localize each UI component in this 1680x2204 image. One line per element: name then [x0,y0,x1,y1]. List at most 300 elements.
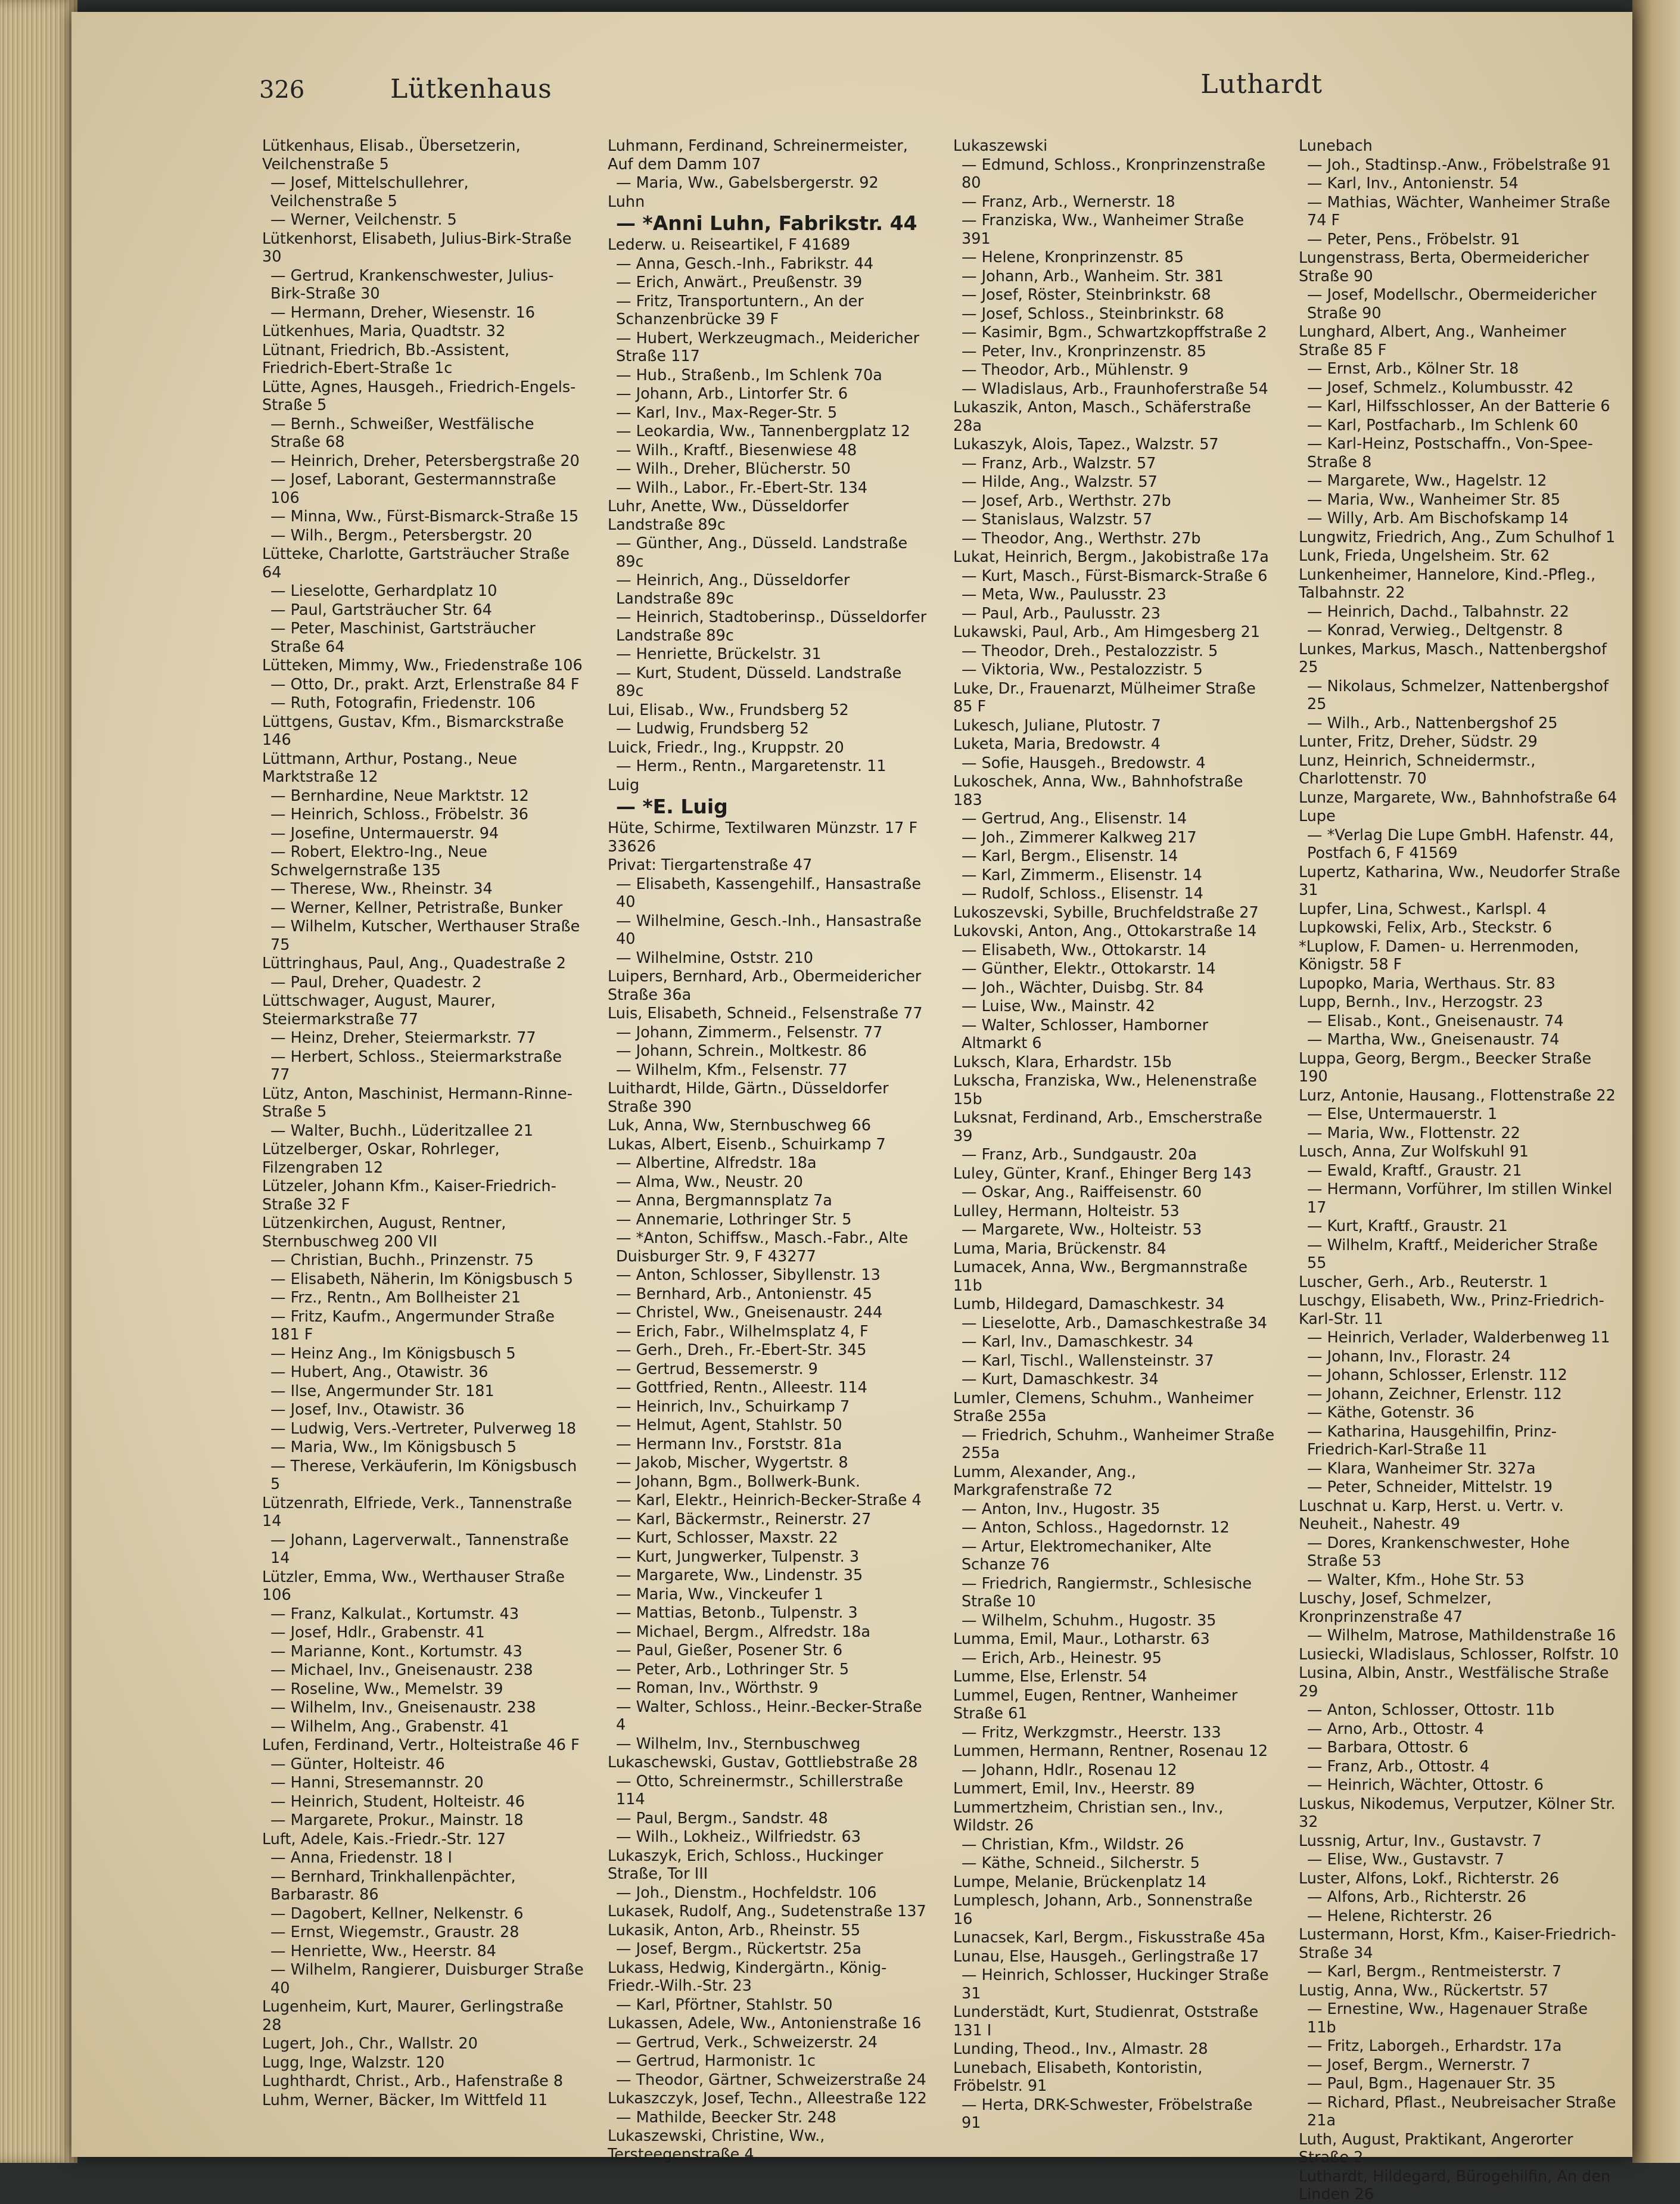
directory-entry: — Hermann Inv., Forststr. 81a [616,1435,842,1453]
directory-entry: — Hanni, Stresemannstr. 20 [270,1774,484,1792]
directory-entry: Lukaszik, Anton, Masch., Schäferstraße 28a [953,399,1251,435]
directory-entry: — Paul, Dreher, Quadestr. 2 [270,973,482,991]
directory-entry: — Paul, Gartsträucher Str. 64 [270,601,492,619]
directory-entry: — Ewald, Kraftf., Graustr. 21 [1307,1161,1522,1180]
directory-entry: — *Anton, Schiffsw., Masch.-Fabr., Alte Duisburger Str. 9, F 43277 [616,1229,909,1266]
header-right-title: Luthardt [1200,69,1323,100]
directory-entry: Luster, Alfons, Lokf., Richterstr. 26 [1299,1869,1560,1888]
directory-entry: Luke, Dr., Frauenarzt, Mülheimer Straße 85 F [953,679,1256,716]
directory-entry: Lukasik, Anton, Arb., Rheinstr. 55 [608,1921,861,1939]
directory-entry: Lunderstädt, Kurt, Studienrat, Oststraße 131 I [953,2003,1259,2040]
directory-entry: Lunz, Heinrich, Schneidermstr., Charlottenstr. 70 [1299,751,1536,788]
directory-entry: — Walter, Buchh., Lüderitzallee 21 [270,1121,534,1140]
directory-entry: — Karl, Bergm., Elisenstr. 14 [962,847,1178,865]
directory-entry: — Frz., Rentn., Am Bollheister 21 [270,1289,521,1307]
directory-entry: — Henriette, Brückelstr. 31 [616,645,822,663]
directory-page [71,12,1632,2203]
directory-entry: Lützelberger, Oskar, Rohrleger, Filzengraben 12 [262,1140,500,1177]
directory-entry: Lunacsek, Karl, Bergm., Fiskusstraße 45a [953,1929,1265,1947]
directory-entry: — Johann, Inv., Florastr. 24 [1307,1347,1511,1366]
directory-entry: — Michael, Inv., Gneisenaustr. 238 [270,1661,533,1679]
directory-entry: — Heinrich, Inv., Schuirkamp 7 [616,1397,850,1416]
directory-entry: Luft, Adele, Kais.-Friedr.-Str. 127 [262,1830,506,1848]
directory-entry: — Günther, Elektr., Ottokarstr. 14 [962,960,1216,978]
directory-entry: — Kurt, Schlosser, Maxstr. 22 [616,1529,838,1547]
directory-entry: — Leokardia, Ww., Tannenbergplatz 12 [616,422,910,440]
directory-entry: Lütteken, Mimmy, Ww., Friedenstraße 106 [262,657,583,674]
directory-entry: — Wilh., Dreher, Blücherstr. 50 [616,460,851,478]
directory-entry: Lustig, Anna, Ww., Rückertstr. 57 [1299,1981,1549,2000]
directory-entry: — Gertrud, Krankenschwester, Julius-Birk-Straße 30 [270,266,554,303]
directory-entry: — Heinrich, Schloss., Fröbelstr. 36 [270,806,529,823]
directory-entry: Lunebach [1299,137,1373,155]
directory-entry: Lukas, Albert, Eisenb., Schuirkamp 7 [608,1135,886,1154]
directory-entry: Lüttschwager, August, Maurer, Steiermarkstraße 77 [262,992,496,1028]
directory-entry: — Josef, Mittelschullehrer, Veilchenstraße 5 [270,174,469,210]
directory-entry: — Käthe, Gotenstr. 36 [1307,1404,1474,1422]
directory-entry: — Helene, Richterstr. 26 [1307,1907,1492,1925]
directory-entry: Lukawski, Paul, Arb., Am Himgesberg 21 [953,623,1261,641]
directory-entry: Lusina, Albin, Anstr., Westfälische Straße 29 [1299,1664,1609,1701]
directory-entry: Luis, Elisabeth, Schneid., Felsenstraße 77 [608,1005,923,1022]
directory-entry: Lummen, Hermann, Rentner, Rosenau 12 [953,1742,1268,1760]
directory-entry: — Margarete, Ww., Holteistr. 53 [962,1221,1202,1239]
directory-entry: Lunk, Frieda, Ungelsheim. Str. 62 [1299,547,1550,565]
directory-entry: Lupopko, Maria, Werthaus. Str. 83 [1299,974,1555,993]
directory-entry: — Walter, Kfm., Hohe Str. 53 [1307,1571,1525,1589]
directory-entry: — Wilhelm, Schuhm., Hugostr. 35 [962,1611,1217,1630]
directory-entry: — Josef, Röster, Steinbrinkstr. 68 [962,286,1211,304]
page-number: 326 [259,76,305,104]
directory-entry: — Sofie, Hausgeh., Bredowstr. 4 [962,754,1206,772]
directory-entry: — Kurt, Student, Düsseld. Landstraße 89c [616,664,902,700]
directory-entry: — Günter, Holteistr. 46 [270,1755,445,1773]
directory-entry: Lumacek, Anna, Ww., Bergmannstraße 11b [953,1258,1248,1295]
directory-entry: Lungenstrass, Berta, Obermeidericher Straße 90 [1299,249,1589,285]
directory-entry: — Wilh., Arb., Nattenbergshof 25 [1307,714,1558,732]
directory-entry: — Friedrich, Schuhm., Wanheimer Straße 255a [962,1426,1275,1462]
directory-entry: — Willy, Arb. Am Bischofskamp 14 [1307,509,1569,527]
directory-entry: — Heinz, Dreher, Steiermarkstr. 77 [270,1029,536,1047]
directory-entry: Lukscha, Franziska, Ww., Helenenstraße 15b [953,1072,1257,1108]
directory-entry: — Anton, Schlosser, Ottostr. 11b [1307,1701,1555,1719]
directory-entry: — Edmund, Schloss., Kronprinzenstraße 80 [962,156,1266,192]
directory-entry: — Werner, Veilchenstr. 5 [270,211,457,229]
directory-entry: — Mathias, Wächter, Wanheimer Straße 74 F [1307,193,1610,229]
directory-entry: Lüttringhaus, Paul, Ang., Quadestraße 2 [262,955,566,972]
directory-entry: Lützler, Emma, Ww., Werthauser Straße 106 [262,1568,565,1604]
directory-entry: — Martha, Ww., Gneisenaustr. 74 [1307,1031,1560,1049]
directory-entry: — Josef, Schloss., Steinbrinkstr. 68 [962,304,1224,323]
directory-entry: — Therese, Ww., Rheinstr. 34 [270,880,493,898]
directory-entry: — Peter, Maschinist, Gartsträucher Straße 64 [270,620,536,656]
directory-entry: — Elisabeth, Ww., Ottokarstr. 14 [962,941,1207,959]
directory-entry: — Karl, Inv., Damaschkestr. 34 [962,1333,1194,1351]
directory-entry: — Helene, Kronprinzenstr. 85 [962,248,1184,266]
directory-entry: — Mattias, Betonb., Tulpenstr. 3 [616,1604,858,1622]
directory-entry: — Karl, Zimmerm., Elisenstr. 14 [962,866,1202,884]
column-4 [1299,137,1620,2203]
directory-entry: Lüttmann, Arthur, Postang., Neue Marktstraße 12 [262,750,518,786]
directory-entry: — Elise, Ww., Gustavstr. 7 [1307,1851,1504,1869]
directory-entry: Luley, Günter, Kranf., Ehinger Berg 143 [953,1164,1252,1183]
directory-entry: — Josefine, Untermauerstr. 94 [270,824,499,843]
directory-entry: Lunter, Fritz, Dreher, Südstr. 29 [1299,733,1538,751]
directory-entry: — Günther, Ang., Düsseld. Landstraße 89c [616,534,908,571]
directory-entry: Lütteke, Charlotte, Gartsträucher Straße 64 [262,545,570,582]
directory-entry: — Joh., Stadtinsp.-Anw., Fröbelstraße 91 [1307,156,1611,174]
directory-entry: — Fritz, Laborgeh., Erhardstr. 17a [1307,2037,1562,2055]
directory-entry: — Peter, Pens., Fröbelstr. 91 [1307,230,1520,248]
directory-entry: — Robert, Elektro-Ing., Neue Schwelgernstraße 135 [270,843,487,879]
column-1 [262,137,584,2145]
directory-entry: — Kurt, Damaschkestr. 34 [962,1370,1159,1388]
directory-entry: — Barbara, Ottostr. 6 [1307,1739,1469,1757]
directory-entry: — Bernhardine, Neue Marktstr. 12 [270,787,529,805]
directory-entry: — Wilhelmine, Oststr. 210 [616,949,814,967]
directory-entry: — Anna, Friedenstr. 18 I [270,1849,453,1867]
directory-entry: Lusch, Anna, Zur Wolfskuhl 91 [1299,1143,1529,1161]
directory-entry: — Johann, Arb., Lintorfer Str. 6 [616,385,848,403]
directory-entry: — Dores, Krankenschwester, Hohe Straße 53 [1307,1534,1570,1570]
directory-entry: — Henriette, Ww., Heerstr. 84 [270,1942,496,1960]
directory-entry: — Erich, Arb., Heinestr. 95 [962,1649,1162,1667]
directory-entry: Lützenkirchen, August, Rentner, Sternbuschweg 200 VII [262,1214,506,1251]
directory-entry: — Elisab., Kont., Gneisenaustr. 74 [1307,1012,1564,1030]
directory-entry: — Herta, DRK-Schwester, Fröbelstraße 91 [962,2096,1253,2132]
directory-entry: Lugenheim, Kurt, Maurer, Gerlingstraße 28 [262,1998,564,2034]
directory-entry: Lustermann, Horst, Kfm., Kaiser-Friedrich-Straße 34 [1299,1926,1616,1962]
directory-entry: Lumler, Clemens, Schuhm., Wanheimer Straße 255a [953,1389,1254,1425]
directory-entry: — Else, Untermauerstr. 1 [1307,1105,1498,1123]
directory-entry: — Anton, Schlosser, Sibyllenstr. 13 [616,1266,881,1284]
directory-entry: Lukaszyk, Erich, Schloss., Huckinger Straße, Tor III [608,1846,883,1883]
directory-entry: — Johann, Hdlr., Rosenau 12 [962,1761,1177,1779]
directory-entry: — Konrad, Verwieg., Deltgenstr. 8 [1307,621,1563,639]
directory-entry: Lederw. u. Reiseartikel, F 41689 [608,236,851,254]
directory-entry: Luksnat, Ferdinand, Arb., Emscherstraße 39 [953,1109,1262,1145]
directory-entry: — Franziska, Ww., Wanheimer Straße 391 [962,212,1245,248]
directory-entry: — Wilhelm, Matrose, Mathildenstraße 16 [1307,1627,1616,1645]
directory-entry: — Wilh., Lokheiz., Wilfriedstr. 63 [616,1828,861,1846]
directory-entry: — *Verlag Die Lupe GmbH. Hafenstr. 44, Postfach 6, F 41569 [1307,826,1614,862]
directory-entry: — Josef, Schmelz., Kolumbusstr. 42 [1307,378,1574,397]
directory-entry: — Maria, Ww., Im Königsbusch 5 [270,1438,517,1456]
directory-entry: — Ludwig, Vers.-Vertreter, Pulverweg 18 [270,1419,577,1438]
directory-entry: — Bernh., Schweißer, Westfälische Straße 68 [270,415,534,451]
directory-entry: — Josef, Hdlr., Grabenstr. 41 [270,1624,485,1642]
directory-entry: — Anton, Schloss., Hagedornstr. 12 [962,1519,1230,1537]
directory-entry: — Christel, Ww., Gneisenaustr. 244 [616,1304,883,1322]
directory-entry: — Otto, Dr., prakt. Arzt, Erlenstraße 84 F [270,675,580,694]
directory-entry: — Herbert, Schloss., Steiermarkstraße 77 [270,1047,562,1084]
directory-entry: Lütkenhaus, Elisab., Übersetzerin, Veilchenstraße 5 [262,137,521,173]
directory-entry: Lukoschek, Anna, Ww., Bahnhofstraße 183 [953,773,1243,809]
directory-entry: Lukass, Hedwig, Kindergärtn., König-Friedr.-Wilh.-Str. 23 [608,1959,887,1995]
directory-entry: — Josef, Inv., Otawistr. 36 [270,1401,465,1419]
directory-entry: — Josef, Bergm., Wernerstr. 7 [1307,2056,1531,2074]
directory-entry: Lufen, Ferdinand, Vertr., Holteistraße 46 F [262,1736,580,1754]
directory-entry: Lumplesch, Johann, Arb., Sonnenstraße 16 [953,1892,1253,1928]
directory-entry: — Wilhelm, Inv., Gneisenaustr. 238 [270,1699,536,1717]
directory-entry: — Karl, Inv., Max-Reger-Str. 5 [616,403,838,422]
directory-entry: — Artur, Elektromechaniker, Alte Schanze 76 [962,1537,1212,1574]
directory-entry: — Wilhelm, Rangierer, Duisburger Straße 40 [270,1961,584,1997]
directory-entry: — Hubert, Werkzeugmach., Meidericher Straße 117 [616,329,920,365]
directory-entry: — Karl, Bäckermstr., Reinerstr. 27 [616,1510,872,1528]
directory-entry: Lukaszewski [953,137,1048,155]
directory-entry: — Gertrud, Bessemerstr. 9 [616,1360,818,1378]
directory-entry: — Kurt, Kraftf., Graustr. 21 [1307,1217,1508,1235]
directory-entry: — Josef, Modellschr., Obermeidericher Straße 90 [1307,286,1597,322]
directory-entry: — Ernst, Arb., Kölner Str. 18 [1307,360,1519,378]
directory-entry: — Rudolf, Schloss., Elisenstr. 14 [962,885,1203,903]
directory-entry: Lungwitz, Friedrich, Ang., Zum Schulhof 1 [1299,528,1616,546]
directory-entry: — Richard, Pflast., Neubreisacher Straße 21a [1307,2093,1616,2130]
directory-entry: — Theodor, Ang., Werthstr. 27b [962,529,1201,548]
directory-entry: — Josef, Bergm., Rückertstr. 25a [616,1940,861,1958]
directory-entry: Lütkenhorst, Elisabeth, Julius-Birk-Straße 30 [262,229,572,266]
directory-entry: — Ernst, Wiegemstr., Graustr. 28 [270,1923,519,1941]
directory-entry: Lumb, Hildegard, Damaschkestr. 34 [953,1295,1225,1313]
directory-entry: — Therese, Verkäuferin, Im Königsbusch 5 [270,1457,577,1493]
directory-entry: — Hermann, Vorführer, Im stillen Winkel 17 [1307,1180,1613,1217]
directory-entry: Luschy, Josef, Schmelzer, Kronprinzenstraße 47 [1299,1590,1492,1626]
column-2 [608,137,929,2163]
directory-entry: — Fritz, Kaufm., Angermunder Straße 181 F [270,1307,555,1344]
directory-entry: — Theodor, Gärtner, Schweizerstraße 24 [616,2071,926,2089]
directory-entry: *Luplow, F. Damen- u. Herrenmoden, Königstr. 58 F [1299,937,1579,974]
directory-entry: — Hubert, Ang., Otawistr. 36 [270,1363,489,1381]
directory-entry: — Erich, Fabr., Wilhelmsplatz 4, F [616,1322,869,1341]
directory-entry: — Kurt, Masch., Fürst-Bismarck-Straße 6 [962,567,1268,585]
directory-entry: Luthardt, Hildegard, Bürogehilfin, An den Linden 26 [1299,2167,1611,2203]
directory-entry: — Heinrich, Dachd., Talbahnstr. 22 [1307,602,1569,621]
directory-entry: Luithardt, Hilde, Gärtn., Düsseldorfer Straße 390 [608,1080,889,1116]
directory-entry: Luhmann, Ferdinand, Schreinermeister, Auf dem Damm 107 [608,137,908,173]
directory-entry: — Heinrich, Dreher, Petersbergstraße 20 [270,452,580,470]
directory-entry: Lurz, Antonie, Hausang., Flottenstraße 22 [1299,1086,1616,1105]
directory-entry: — Paul, Bgm., Hagenauer Str. 35 [1307,2075,1556,2093]
directory-entry: — Karl, Inv., Antonienstr. 54 [1307,175,1519,192]
directory-entry: — Johann, Zimmerm., Felsenstr. 77 [616,1023,883,1042]
directory-entry: — Maria, Ww., Wanheimer Str. 85 [1307,490,1561,509]
directory-entry: Luksch, Klara, Erhardstr. 15b [953,1053,1172,1071]
directory-entry: — Franz, Arb., Sundgaustr. 20a [962,1146,1197,1164]
directory-entry: — Margarete, Ww., Hagelstr. 12 [1307,472,1547,490]
directory-entry: — Theodor, Dreh., Pestalozzistr. 5 [962,642,1218,660]
directory-entry: — Paul, Gießer, Posener Str. 6 [616,1642,843,1659]
directory-entry: — Kurt, Jungwerker, Tulpenstr. 3 [616,1547,860,1566]
directory-entry: — Minna, Ww., Fürst-Bismarck-Straße 15 [270,508,579,526]
directory-entry: — Anton, Inv., Hugostr. 35 [962,1500,1161,1518]
directory-entry: Lunau, Else, Hausgeh., Gerlingstraße 17 [953,1947,1259,1966]
directory-entry: — Margarete, Ww., Lindenstr. 35 [616,1566,863,1584]
directory-entry: — Wilh., Labor., Fr.-Ebert-Str. 134 [616,478,868,497]
directory-entry: — Johann, Schlosser, Erlenstr. 112 [1307,1366,1567,1384]
directory-entry: Lukesch, Juliane, Plutostr. 7 [953,716,1161,735]
directory-entry: Lummert, Emil, Inv., Heerstr. 89 [953,1780,1195,1798]
directory-entry: Luketa, Maria, Bredowstr. 4 [953,735,1161,753]
directory-entry: — Walter, Schloss., Heinr.-Becker-Straße 4 [616,1698,922,1734]
directory-entry: — Elisabeth, Näherin, Im Königsbusch 5 [270,1270,573,1288]
directory-entry: — Franz, Arb., Ottostr. 4 [1307,1757,1490,1776]
directory-entry: Luppa, Georg, Bergm., Beecker Straße 190 [1299,1049,1592,1086]
directory-entry: — Walter, Schlosser, Hamborner Altmarkt 6 [962,1016,1209,1052]
directory-entry: — Wilh., Bergm., Petersbergstr. 20 [270,526,533,545]
directory-entry: Lumpe, Melanie, Brückenplatz 14 [953,1873,1207,1891]
directory-entry: Lütte, Agnes, Hausgeh., Friedrich-Engels-Straße 5 [262,378,576,414]
directory-entry: Lütz, Anton, Maschinist, Hermann-Rinne-Straße 5 [262,1084,573,1121]
directory-entry: Privat: Tiergartenstraße 47 [608,856,813,874]
directory-entry: — Margarete, Prokur., Mainstr. 18 [270,1811,524,1829]
directory-entry: Luscher, Gerh., Arb., Reuterstr. 1 [1299,1273,1548,1291]
directory-entry: — Wilhelmine, Gesch.-Inh., Hansastraße 40 [616,912,922,948]
directory-entry: — Nikolaus, Schmelzer, Nattenbergshof 25 [1307,677,1609,713]
directory-entry: — Peter, Schneider, Mittelstr. 19 [1307,1478,1553,1496]
directory-entry: — Heinrich, Wächter, Ottostr. 6 [1307,1776,1544,1794]
directory-entry: Lunding, Theod., Inv., Almastr. 28 [953,2040,1208,2058]
directory-entry: Luskus, Nikodemus, Verputzer, Kölner Str. 32 [1299,1795,1616,1831]
directory-entry: Luhm, Werner, Bäcker, Im Wittfeld 11 [262,2091,548,2109]
directory-entry: — Annemarie, Lothringer Str. 5 [616,1210,852,1229]
directory-entry: — Fritz, Werkzgmstr., Heerstr. 133 [962,1723,1221,1742]
directory-entry: Luschnat u. Karp, Herst. u. Vertr. v. Neuheit., Nahestr. 49 [1299,1497,1564,1533]
directory-entry: Lupp, Bernh., Inv., Herzogstr. 23 [1299,993,1544,1011]
directory-entry: — Gertrud, Ang., Elisenstr. 14 [962,810,1187,828]
directory-entry: — Ilse, Angermunder Str. 181 [270,1382,494,1400]
directory-entry: Lughthardt, Christ., Arb., Hafenstraße 8 [262,2072,564,2090]
directory-entry: — Roman, Inv., Wörthstr. 9 [616,1679,819,1697]
directory-entry: — Klara, Wanheimer Str. 327a [1307,1459,1536,1478]
directory-entry: — Viktoria, Ww., Pestalozzistr. 5 [962,661,1203,679]
directory-entry: Luma, Maria, Brückenstr. 84 [953,1239,1166,1258]
directory-entry: Luschgy, Elisabeth, Ww., Prinz-Friedrich-Karl-Str. 11 [1299,1292,1604,1328]
directory-entry: Lukaszczyk, Josef, Techn., Alleestraße 122 [608,2090,927,2107]
directory-entry: — Heinrich, Stadtoberinsp., Düsseldorfer Landstraße 89c [616,608,927,645]
directory-entry: Lützeler, Johann Kfm., Kaiser-Friedrich-Straße 32 F [262,1177,556,1214]
directory-entry: Lützenrath, Elfriede, Verk., Tannenstraße 14 [262,1494,573,1530]
directory-entry: Lulley, Hermann, Holteistr. 53 [953,1202,1180,1220]
directory-entry: — Johann, Arb., Wanheim. Str. 381 [962,267,1224,285]
directory-entry: — Franz, Arb., Wernerstr. 18 [962,192,1175,211]
directory-entry: — Karl, Postfacharb., Im Schlenk 60 [1307,416,1579,434]
directory-entry: Luhn [608,192,645,211]
directory-entry: Lukassen, Adele, Ww., Antonienstraße 16 [608,2015,922,2032]
directory-entry: — Wilh., Kraftf., Biesenwiese 48 [616,441,857,459]
directory-entry: — Ludwig, Frundsberg 52 [616,720,809,738]
directory-entry: Luig [608,776,640,794]
directory-entry: Lupertz, Katharina, Ww., Neudorfer Straße 31 [1299,863,1620,899]
directory-entry: Lupe [1299,807,1336,825]
directory-entry: — Heinrich, Ang., Düsseldorfer Landstraße 89c [616,571,850,608]
directory-entry: Lunkes, Markus, Masch., Nattenbergshof 25 [1299,640,1607,676]
directory-entry: — Wladislaus, Arb., Fraunhoferstraße 54 [962,380,1268,398]
directory-entry: — Paul, Bergm., Sandstr. 48 [616,1809,828,1827]
directory-entry: — Karl, Hilfsschlosser, An der Batterie 6 [1307,397,1610,415]
directory-entry: — Joh., Dienstm., Hochfeldstr. 106 [616,1883,877,1902]
directory-entry: — Maria, Ww., Vinckeufer 1 [616,1585,824,1603]
next-page-edge [1632,0,1680,2163]
directory-entry: Lupfer, Lina, Schwest., Karlspl. 4 [1299,900,1547,918]
directory-entry: — Karl-Heinz, Postschaffn., Von-Spee-Straße 8 [1307,435,1593,471]
directory-entry: — Bernhard, Arb., Antonienstr. 45 [616,1285,873,1303]
directory-entry: — Heinrich, Schlosser, Huckinger Straße 31 [962,1966,1269,2003]
directory-entry: Lugg, Inge, Walzstr. 120 [262,2053,445,2072]
directory-entry: Lummertzheim, Christian sen., Inv., Wildstr. 26 [953,1798,1224,1835]
directory-entry: Luipers, Bernhard, Arb., Obermeidericher Straße 36a [608,968,922,1004]
directory-entry: Lukaschewski, Gustav, Gottliebstraße 28 [608,1754,918,1771]
directory-entry: — Maria, Ww., Gabelsbergerstr. 92 [616,174,879,192]
directory-entry: — Joh., Wächter, Duisbg. Str. 84 [962,978,1204,997]
directory-entry: — Herm., Rentn., Margaretenstr. 11 [616,757,886,775]
directory-entry: Lugert, Joh., Chr., Wallstr. 20 [262,2035,478,2053]
directory-entry: — Michael, Bergm., Alfredstr. 18a [616,1622,871,1641]
directory-entry: Luk, Anna, Ww, Sternbuschweg 66 [608,1117,871,1134]
directory-entry: — Christian, Buchh., Prinzenstr. 75 [270,1251,534,1269]
directory-columns [262,137,1620,2203]
directory-entry: — Arno, Arb., Ottostr. 4 [1307,1720,1485,1738]
directory-entry: — Kasimir, Bgm., Schwartzkopffstraße 2 [962,324,1267,341]
directory-entry: Lüttgens, Gustav, Kfm., Bismarckstraße 146 [262,713,564,749]
directory-entry: — Karl, Bergm., Rentmeisterstr. 7 [1307,1963,1562,1981]
directory-entry: — Franz, Kalkulat., Kortumstr. 43 [270,1605,519,1623]
directory-entry: — Anna, Bergmannsplatz 7a [616,1192,832,1210]
directory-entry: — Alfons, Arb., Richterstr. 26 [1307,1888,1527,1906]
directory-entry: — Lieselotte, Arb., Damaschkestraße 34 [962,1314,1268,1332]
directory-entry: Lütkenhues, Maria, Quadtstr. 32 [262,322,506,340]
directory-entry: — Luise, Ww., Mainstr. 42 [962,997,1155,1015]
directory-entry: — Lieselotte, Gerhardplatz 10 [270,582,497,600]
directory-entry: — Heinrich, Verlader, Walderbenweg 11 [1307,1329,1610,1347]
directory-entry: — Karl, Tischl., Wallensteinstr. 37 [962,1351,1214,1370]
directory-entry: — Dagobert, Kellner, Nelkenstr. 6 [270,1904,524,1923]
directory-entry: — Gertrud, Verk., Schweizerstr. 24 [616,2033,878,2051]
directory-entry: Lunebach, Elisabeth, Kontoristin, Fröbelstr. 91 [953,2059,1203,2095]
directory-entry: Luth, August, Praktikant, Angerorter Straße 2 [1299,2130,1573,2166]
directory-entry: Lumm, Alexander, Ang., Markgrafenstraße 72 [953,1463,1137,1499]
directory-entry: — Paul, Arb., Paulusstr. 23 [962,604,1161,623]
directory-entry: Lukoszevski, Sybille, Bruchfeldstraße 27 [953,903,1259,922]
directory-entry: — Peter, Inv., Kronprinzenstr. 85 [962,342,1206,360]
directory-entry: Lummel, Eugen, Rentner, Wanheimer Straße 61 [953,1686,1238,1723]
directory-entry: — Johann, Lagerverwalt., Tannenstraße 14 [270,1531,569,1567]
directory-entry: — Helmut, Agent, Stahlstr. 50 [616,1416,842,1434]
directory-entry: — Heinrich, Student, Holteistr. 46 [270,1792,525,1811]
directory-entry: Lusiecki, Wladislaus, Schlosser, Rolfstr. 10 [1299,1645,1619,1664]
directory-entry: Hüte, Schirme, Textilwaren Münzstr. 17 F 33626 [608,819,918,856]
directory-entry: — Fritz, Transportuntern., An der Schanzenbrücke 39 F [616,292,864,328]
directory-entry: Lütnant, Friedrich, Bb.-Assistent, Friedrich-Ebert-Straße 1c [262,341,510,377]
directory-entry: — Maria, Ww., Flottenstr. 22 [1307,1124,1520,1142]
directory-entry: — Wilhelm, Kutscher, Werthauser Straße 75 [270,918,580,954]
directory-entry: — *Anni Luhn, Fabrikstr. 44 [616,212,917,235]
directory-entry: Lumme, Else, Erlenstr. 54 [953,1668,1147,1686]
directory-entry: — Karl, Pförtner, Stahlstr. 50 [616,1995,833,2014]
directory-entry: Luhr, Anette, Ww., Düsseldorfer Landstraße 89c [608,498,849,534]
directory-entry: — Peter, Arb., Lothringer Str. 5 [616,1660,850,1678]
header-left-title: Lütkenhaus [390,74,552,104]
directory-entry: — Karl, Elektr., Heinrich-Becker-Straße 4 [616,1491,922,1509]
directory-entry: — Hermann, Dreher, Wiesenstr. 16 [270,303,535,322]
directory-entry: — Johann, Schrein., Moltkestr. 86 [616,1042,867,1060]
directory-entry: — Gerh., Dreh., Fr.-Ebert-Str. 345 [616,1341,867,1359]
directory-entry: — Oskar, Ang., Raiffeisenstr. 60 [962,1183,1202,1201]
directory-entry: — Josef, Laborant, Gestermannstraße 106 [270,471,556,507]
directory-entry: — Friedrich, Rangiermstr., Schlesische Straße 10 [962,1574,1252,1611]
page-header [71,12,1632,119]
directory-entry: — Jakob, Mischer, Wygertstr. 8 [616,1454,848,1472]
